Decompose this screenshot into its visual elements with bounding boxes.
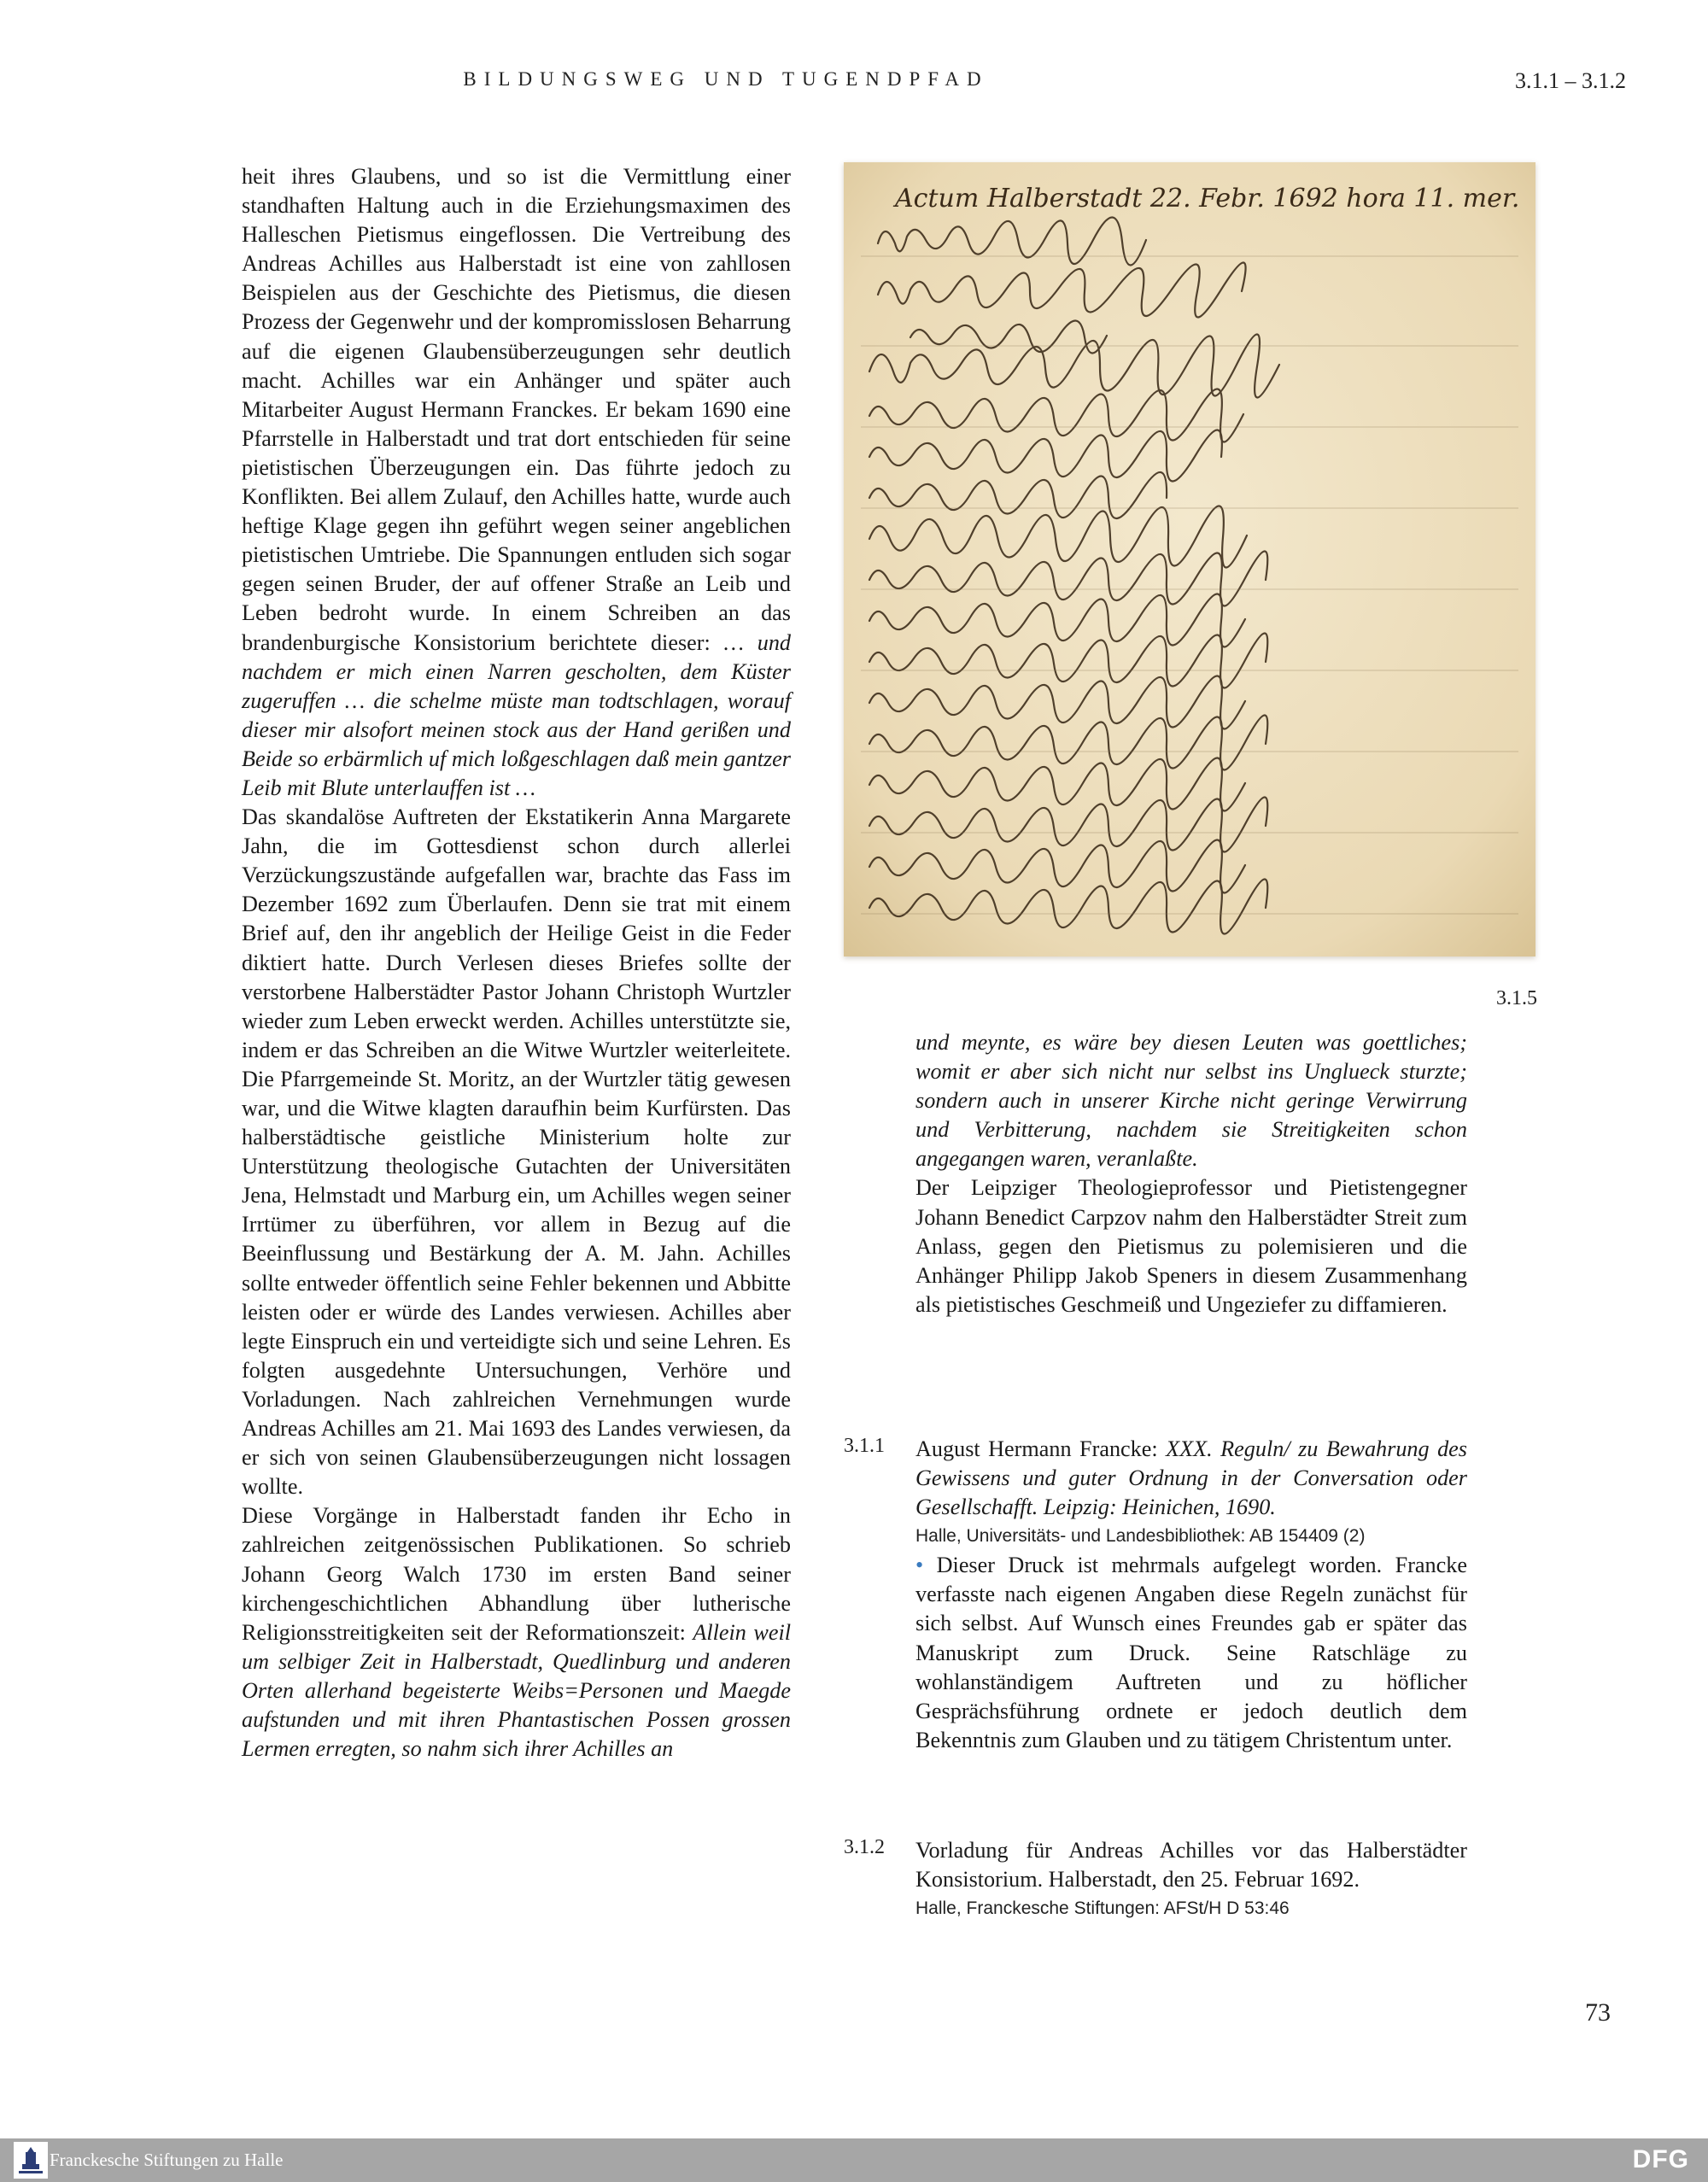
right-text-column (915, 1028, 1467, 1319)
section-range: 3.1.1 – 3.1.2 (1515, 68, 1626, 93)
quote-walch: Allein weil um selbiger Zeit in Halberstadt, Quedlinburg und anderen Orten allerhand begeisterte Weibs=Personen und Maegde aufstunden und mit ihren Phantastischen Possen grossen Lermen erregten, so nahm sich ihrer Achilles an (242, 1619, 791, 1762)
quote-achilles-brother: … und nachdem er mich einen Narren gescholten, dem Küster zugeruffen … die schelme müste man todtschlagen, worauf dieser mir alsofort meinen stock aus der Hand gerißen und Beide so erbärmlich uf mich loßgeschlagen daß mein gantzer Leib mit Blute unterlauffen ist … (242, 629, 792, 800)
catalog-entry-3-1-1 (844, 1435, 1467, 1755)
page-number: 73 (1585, 1998, 1611, 2027)
manuscript-image (844, 162, 1535, 956)
footer-bar (0, 2138, 1708, 2182)
entry-location: Halle, Universitäts- und Landesbibliothek: AB 154409 (2) (915, 1526, 1366, 1547)
paragraph-2: Das skandalöse Auftreten der Ekstatikerin Anna Margarete Jahn, die im Gottesdienst schon durch allerlei Verzückungszustände aufgefallen war, brachte das Fass im Dezember 1692 zum Überlaufen. Denn sie trat mit einem Brief auf, den ihr angeblich der Heilige Geist in die Feder diktiert hatte. Durch Verlesen dieses Briefes sollte der verstorbene Halberstädter Pastor Johann Christoph Wurtzler wieder zum Leben erweckt werden. Achilles unterstützte sie, indem er das Schreiben an die Witwe Wurtzler weiterleitete. Die Pfarrgemeinde St. Moritz, an der Wurtzler tätig gewesen war, und die Witwe klagten daraufhin beim Kurfürsten. Das halberstädtische geistliche Ministerium holte zur Unterstützung theologische Gutachten der Universitäten Jena, Helmstadt und Marburg ein, um Achilles wegen seiner Irrtümer zu überführen, vor allem in Bezug auf die Beeinflussung und Bestärkung der A. M. Jahn. Achilles sollte entweder öffentlich seine Fehler bekennen und Abbitte leisten oder er würde des Landes verwiesen. Achilles aber legte Einspruch ein und verteidigte sich und seine Lehren. Es folgten ausgedehnte Untersuchungen, Verhöre und Vorladungen. Nach zahlreichen Vernehmungen wurde Andreas Achilles am 21. Mai 1693 des Landes verwiesen, da er sich von seinen Glaubensüberzeugungen nicht lossagen wollte. (242, 804, 791, 1500)
paragraph-3: Diese Vorgänge in Halberstadt fanden ihr Echo in zahlreichen zeitgenössischen Publikationen. So schrieb Johann Georg Walch 1730 im ersten Band seiner kirchengeschichtlichen Abhandlung über lutherische Religionsstreitigkeiten seit der Reformationszeit: Allein weil um selbiger Zeit in Halberstadt, Quedlinburg und anderen Orten allerhand begeisterte Weibs=Personen und Maegde aufstunden und mit ihren Phantastischen Possen grossen Lermen erregten, so nahm sich ihrer Achilles an (242, 1503, 791, 1762)
entry-number: 3.1.1 (844, 1435, 885, 1457)
entry-title: Vorladung für Andreas Achilles vor das Halberstädter Konsistorium. Halberstadt, den 25. Februar 1692. (915, 1838, 1467, 1892)
paragraph-1: heit ihres Glaubens, und so ist die Vermittlung einer standhaften Haltung auch in die Erziehungsmaximen des Halleschen Pietismus eingeflossen. Die Vertreibung des Andreas Achilles aus Halberstadt ist eine von zahllosen Beispielen aus der Geschichte des Pietismus, die diesen Prozess der Gegenwehr und der kompromisslosen Beharrung auf die eigenen Glaubensüberzeugungen sehr deutlich macht. Achilles war ein Anhänger und später auch Mitarbeiter August Hermann Franckes. Er bekam 1690 eine Pfarrstelle in Halberstadt und trat dort entschieden für seine pietistischen Überzeugungen ein. Das führte jedoch zu Konflikten. Bei allem Zulauf, den Achilles hatte, wurde auch heftige Klage gegen ihn geführt wegen seiner angeblichen pietistischen Umtriebe. Die Spannungen entluden sich sogar gegen seinen Bruder, der auf offener Straße an Leib und Leben bedroht wurde. In einem Schreiben an das brandenburgische Konsistorium berichtete dieser: … und nachdem er mich einen Narren gescholten, dem Küster zugeruffen … die schelme müste man todtschlagen, worauf dieser mir alsofort meinen stock aus der Hand gerißen und Beide so erbärmlich uf mich loßgeschlagen daß mein gantzer Leib mit Blute unterlauffen ist … (242, 164, 792, 800)
manuscript-header-line: Actum Halberstadt 22. Febr. 1692 hora 11. mer. (895, 184, 1520, 214)
bullet-icon: • (915, 1553, 924, 1578)
entry-title: XXX. Reguln/ zu Bewahrung des Gewissens und guter Ordnung in der Conversation oder Gesellschafft. Leipzig: Heinichen, 1690. (915, 1436, 1467, 1520)
left-text-column (242, 162, 791, 1764)
entry-citation: August Hermann Francke: XXX. Reguln/ zu Bewahrung des Gewissens und guter Ordnung in der Conversation oder Gesellschafft. Leipzig: Heinichen, 1690. (915, 1436, 1467, 1520)
paragraph-4: Der Leipziger Theologieprofessor und Pietistengegner Johann Benedict Carpzov nahm den Halberstädter Streit zum Anlass, gegen den Pietismus zu polemisieren und die Anhänger Philipp Jakob Speners in diesem Zusammenhang als pietistisches Geschmeiß und Ungeziefer zu diffamieren. (915, 1175, 1467, 1317)
quote-walch-continued: und meynte, es wäre bey diesen Leuten was goettliches; womit er aber sich nicht nur selbst ins Unglueck sturzte; sondern auch in unserer Kirche nicht geringe Verwirrung und Verbitterung, nachdem sie Streitigkeiten schon angegangen waren, veranlaßte. (915, 1030, 1467, 1172)
institution-logo-icon (14, 2142, 48, 2179)
catalog-entry-3-1-2 (844, 1836, 1467, 1923)
manuscript-handwriting (844, 162, 1535, 956)
entry-note: • Dieser Druck ist mehrmals aufgelegt worden. Francke verfasste nach eigenen Angaben diese Regeln zunächst für sich selbst. Auf Wunsch eines Freundes gab er später das Manuskript zum Druck. Seine Ratschläge zu wohlanständigem Auftreten und zu höflicher Gesprächsführung ordnete er jedoch deutlich dem Bekenntnis zum Glauben und zu tätigem Christentum unter. (915, 1553, 1467, 1752)
entry-number: 3.1.2 (844, 1836, 885, 1858)
dfg-logo: DFG (1632, 2145, 1689, 2173)
institution-name: Franckesche Stiftungen zu Halle (50, 2150, 284, 2170)
running-title: BILDUNGSWEG UND TUGENDPFAD (463, 68, 989, 90)
entry-location: Halle, Franckesche Stiftungen: AFSt/H D 53:46 (915, 1898, 1290, 1919)
figure-number: 3.1.5 (1496, 987, 1537, 1009)
